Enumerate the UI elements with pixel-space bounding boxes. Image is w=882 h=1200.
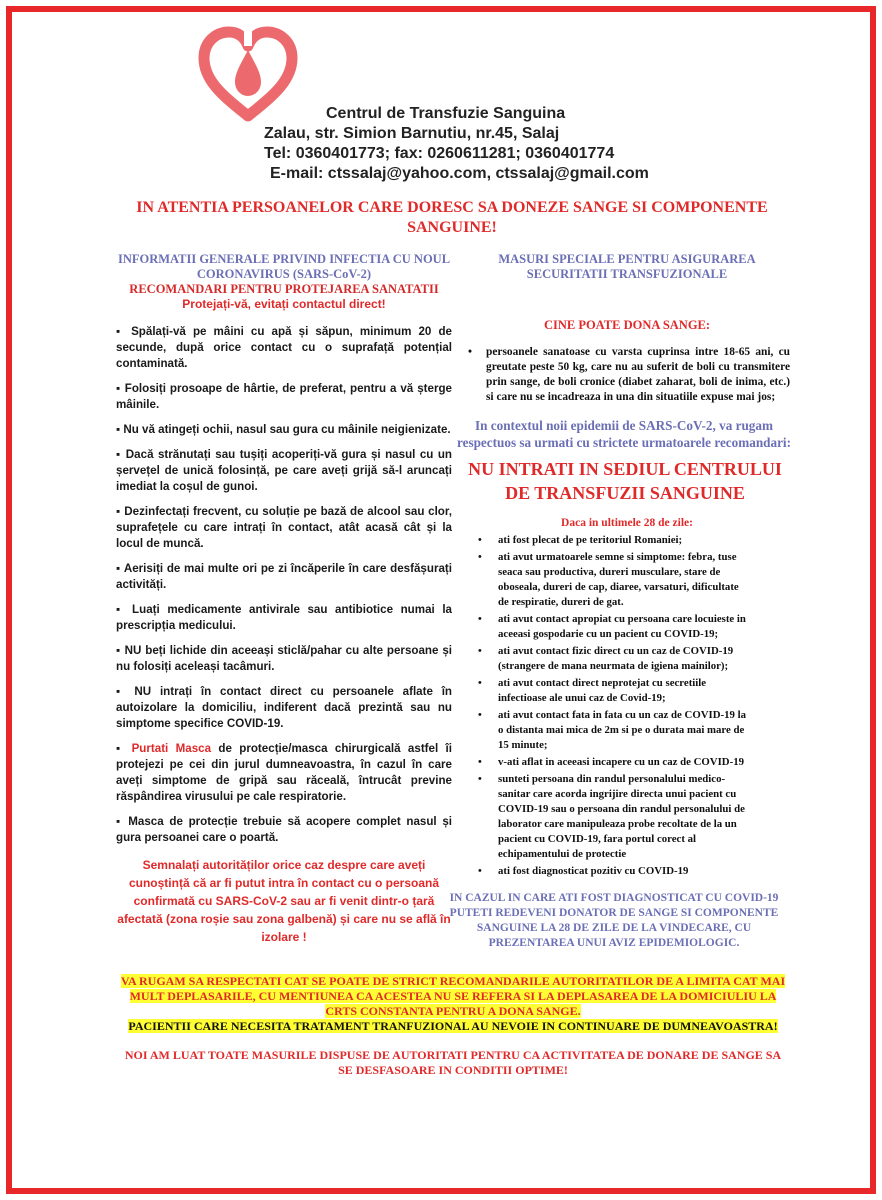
list-item: ▪ Spălați-vă pe mâini cu apă și săpun, minimum 20 de secunde, după orice contact cu o suprafață potențial contaminată. bbox=[116, 325, 452, 370]
list-item: ▪ Masca de protecție trebuie să acopere complet nasul și gura persoanei care o poartă. bbox=[116, 815, 452, 844]
travel-notice bbox=[120, 974, 786, 1019]
list-item: • ati fost diagnosticat pozitiv cu COVID-19 bbox=[498, 864, 790, 879]
list-item: • sunteti persoana din randul personalului medico-sanitar care acorda ingrijire directa unui pacient cu COVID-19 sau o persoana din randul personalului de laborator care manipuleaza probe recoltate de la un pacient cu COVID-19, fara portul corect al echipamentului de protectie bbox=[498, 772, 790, 862]
list-item: ▪ Nu vă atingeți ochii, nasul sau gura cu mâinile neigienizate. bbox=[116, 423, 451, 436]
contact-header bbox=[262, 104, 782, 184]
list-item: • ati fost plecat de pe teritoriul Romaniei; bbox=[498, 533, 790, 548]
do-not-enter-warning: NU INTRATI IN SEDIUL CENTRULUI DE TRANSFUZII SANGUINE bbox=[468, 459, 782, 503]
security-heading: MASURI SPECIALE PENTRU ASIGURAREA SECURITATII TRANSFUZIONALE bbox=[498, 252, 756, 281]
list-item: ▪ Folosiți prosoape de hârtie, de preferat, pentru a vă șterge mâinile. bbox=[116, 382, 452, 411]
center-name: Centrul de Transfuzie Sanguina bbox=[326, 105, 566, 122]
eligibility-text: • persoanele sanatoase cu varsta cuprinsa intre 18-65 ani, cu greutate peste 50 kg, care nu au suferit de boli cu transmitere prin sange, de boli cronice (diabet zaharat, boli de inima, etc.) si care nu se incadreaza in una din situatiile expuse mai jos; bbox=[464, 345, 790, 405]
context-note: In contextul noii epidemii de SARS-CoV-2, va rugam respectuos sa urmati cu strictete urmatoarele recomandari: bbox=[457, 418, 791, 450]
list-item: • ati avut contact fata in fata cu un caz de COVID-19 la o distanta mai mica de 2m si pe o durata mai mare de 15 minute; bbox=[498, 708, 790, 753]
list-item: ▪ NU beți lichide din aceeași sticlă/pahar cu alte persoane și nu folosiți aceleași tacâmuri. bbox=[116, 644, 452, 673]
patients-notice-text: PACIENTII CARE NECESITA TRATAMENT TRANFUZIONAL AU NEVOIE IN CONTINUARE DE DUMNEAVOASTRA! bbox=[128, 1019, 778, 1033]
list-item: • v-ati aflat in aceeasi incapere cu un caz de COVID-19 bbox=[498, 755, 790, 770]
center-email: E-mail: ctssalaj@yahoo.com, ctssalaj@gmail.com bbox=[270, 165, 649, 182]
report-warning: Semnalați autorităților orice caz despre care aveți cunoștință că ar fi putut intra în contact cu o persoană confirmată cu SARS-CoV-2 sau ar fi venit dintr-o țară afectată (zona roșie sau zona galbenă) și care nu se află în izolare ! bbox=[117, 858, 451, 944]
list-item: ▪ Dezinfectați frecvent, cu soluție pe bază de alcool sau clor, suprafețele cu care intrați în contact, atât acasă cât și la locul de muncă. bbox=[116, 505, 452, 550]
patients-notice bbox=[120, 1019, 786, 1034]
list-item: • ati avut contact direct neprotejat cu secretiile infectioase ale unui caz de Covid-19; bbox=[498, 676, 790, 706]
post-covid-note: IN CAZUL IN CARE ATI FOST DIAGNOSTICAT CU COVID-19 PUTETI REDEVENI DONATOR DE SANGE SI COMPONENTE SANGUINE LA 28 DE ZILE DE LA VINDECARE, CU PREZENTAREA UNUI AVIZ EPIDEMIOLOGIC. bbox=[449, 892, 779, 949]
final-statement: NOI AM LUAT TOATE MASURILE DISPUSE DE AUTORITATI PENTRU CA ACTIVITATEA DE DONARE DE SANGE SA SE DESFASOARE IN CONDITII OPTIME! bbox=[124, 1048, 782, 1077]
list-item: • ati avut contact apropiat cu persoana care locuieste in aceeasi gospodarie cu un pacient cu COVID-19; bbox=[498, 612, 790, 642]
mask-list-item bbox=[116, 741, 452, 805]
right-column bbox=[449, 252, 791, 951]
list-item: • ati avut urmatoarele semne si simptome: febra, tuse seaca sau productiva, dureri musculare, stare de oboseala, dureri de cap, diaree, varsaturi, dificultate de respiratie, dureri de gat. bbox=[498, 550, 790, 610]
hygiene-list bbox=[116, 324, 452, 846]
list-item: ▪ Aerisiți de mai multe ori pe zi încăperile în care desfășurați activități. bbox=[116, 562, 452, 591]
who-can-donate-heading: CINE POATE DONA SANGE: bbox=[543, 318, 711, 332]
recommendations-heading: RECOMANDARI PENTRU PROTEJAREA SANATATII bbox=[129, 282, 439, 296]
travel-notice-text: VA RUGAM SA RESPECTATI CAT SE POATE DE STRICT RECOMANDARILE AUTORITATILOR DE A LIMITA CAT MAI MULT DEPLASARILE, CU MENTIUNEA CA ACESTEA NU SE REFERA SI LA DEPLASAREA DE LA DOMICIULIU LA CRTS CONSTANTA PENTRU A DONA SANGE. bbox=[120, 974, 786, 1018]
list-item: ▪ Dacă strănutați sau tușiți acoperiți-vă gura și nasul cu un șervețel de unică folosință, pe care aveți grijă să-l aruncați imediat la coșul de gunoi. bbox=[116, 448, 452, 493]
mask-text: de protecție/masca chirurgicală astfel îi protejezi pe cei din jurul dumneavoastra, în cazul în care aveți simptome de gripă sau răceală, întrucât previne răspândirea virusului pe cale respiratorie. bbox=[116, 742, 452, 803]
center-phone: Tel: 0360401773; fax: 0260611281; 0360401774 bbox=[264, 145, 615, 162]
center-address: Zalau, str. Simion Barnutiu, nr.45, Salaj bbox=[264, 125, 560, 142]
list-item: ▪ NU intrați în contact direct cu persoanele aflate în autoizolare la domiciliu, indiferent dacă prezintă sau nu simptome specifice COVID-19. bbox=[116, 685, 452, 730]
list-item: ▪ Luați medicamente antivirale sau antibiotice numai la prescripția medicului. bbox=[116, 603, 452, 632]
document-page bbox=[6, 6, 876, 1194]
last-28-days-heading: Daca in ultimele 28 de zile: bbox=[561, 517, 693, 529]
mask-bullet: ▪ bbox=[116, 742, 132, 755]
page-title: IN ATENTIA PERSOANELOR CARE DORESC SA DONEZE SANGE SI COMPONENTE SANGUINE! bbox=[136, 199, 768, 236]
left-column bbox=[116, 252, 452, 946]
bottom-notice bbox=[120, 974, 786, 1078]
exclusion-list bbox=[464, 533, 790, 879]
general-info-heading: INFORMATII GENERALE PRIVIND INFECTIA CU NOUL CORONAVIRUS (SARS-CoV-2) bbox=[117, 252, 451, 281]
list-item: • ati avut contact fizic direct cu un caz de COVID-19 (strangere de mana neurmata de igiena mainilor); bbox=[498, 644, 790, 674]
protect-subheading: Protejați-vă, evitați contactul direct! bbox=[182, 297, 386, 311]
mask-emphasis: Purtati Masca bbox=[131, 742, 212, 755]
